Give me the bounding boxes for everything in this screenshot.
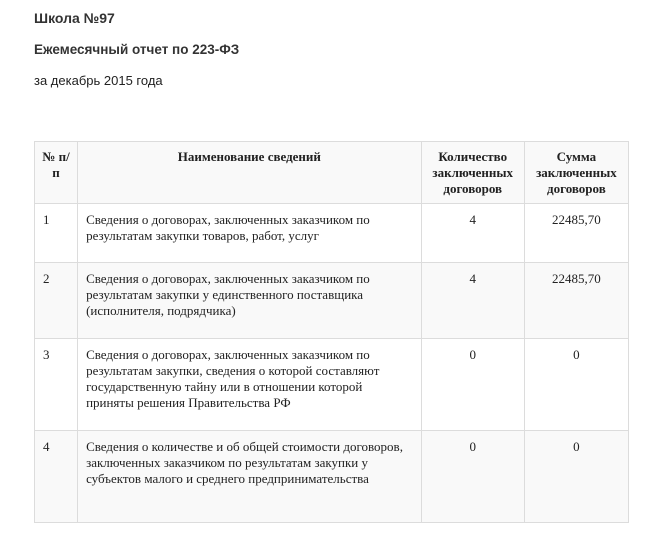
row-sum: 22485,70 xyxy=(524,204,628,263)
row-count: 0 xyxy=(421,339,524,431)
row-name: Сведения о договорах, заключенных заказчиком по результатам закупки, сведения о которой составляют государственную тайну или в отношении которой приняты решения Правительства РФ xyxy=(78,339,422,431)
table-row xyxy=(35,263,629,339)
table-row xyxy=(35,339,629,431)
table-header-row xyxy=(35,142,629,204)
row-count: 4 xyxy=(421,263,524,339)
report-title: Ежемесячный отчет по 223-ФЗ xyxy=(34,42,240,57)
row-sum: 22485,70 xyxy=(524,263,628,339)
row-name: Сведения о количестве и об общей стоимости договоров, заключенных заказчиком по результатам закупки у субъектов малого и среднего предпринимательства xyxy=(78,431,422,523)
row-count: 0 xyxy=(421,431,524,523)
column-header-name: Наименование сведений xyxy=(78,142,422,204)
row-num: 1 xyxy=(35,204,78,263)
row-sum: 0 xyxy=(524,339,628,431)
row-num: 3 xyxy=(35,339,78,431)
row-count: 4 xyxy=(421,204,524,263)
row-name: Сведения о договорах, заключенных заказчиком по результатам закупки товаров, работ, услуг xyxy=(78,204,422,263)
table-row xyxy=(35,204,629,263)
row-sum: 0 xyxy=(524,431,628,523)
row-num: 4 xyxy=(35,431,78,523)
column-header-count: Количество заключенных договоров xyxy=(421,142,524,204)
row-name: Сведения о договорах, заключенных заказчиком по результатам закупки у единственного поставщика (исполнителя, подрядчика) xyxy=(78,263,422,339)
column-header-num: № п/п xyxy=(35,142,78,204)
row-num: 2 xyxy=(35,263,78,339)
column-header-sum: Сумма заключенных договоров xyxy=(524,142,628,204)
report-period: за декабрь 2015 года xyxy=(34,73,163,88)
report-table xyxy=(34,141,629,523)
school-name: Школа №97 xyxy=(34,10,115,26)
table-row xyxy=(35,431,629,523)
